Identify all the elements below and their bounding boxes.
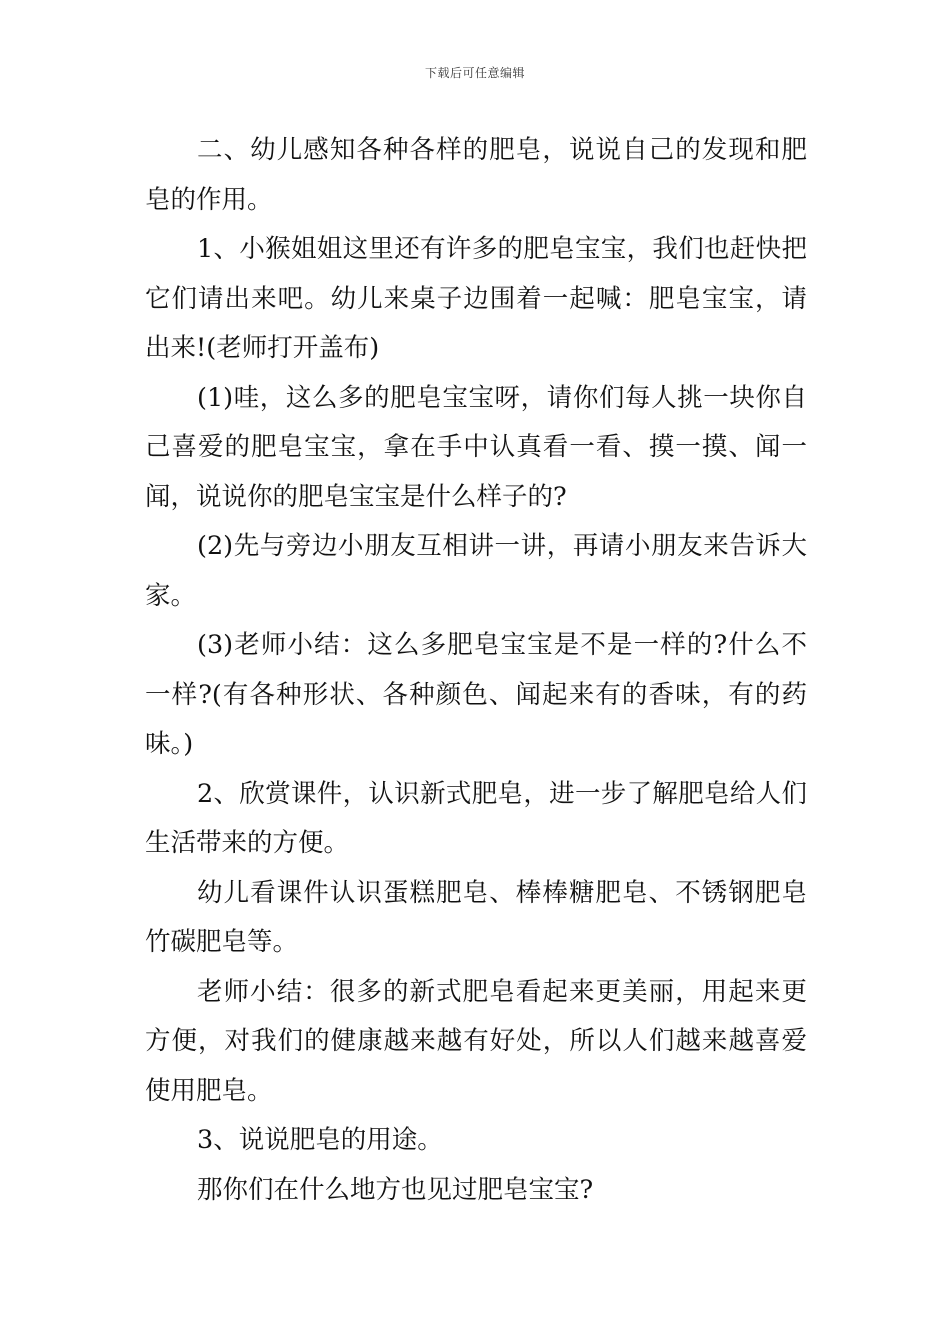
paragraph-item-two: 2、欣赏课件，认识新式肥皂，进一步了解肥皂给人们生活带来的方便。 <box>145 778 807 858</box>
paragraph-subitem-one: (1)哇，这么多的肥皂宝宝呀，请你们每人挑一块你自己喜爱的肥皂宝宝，拿在手中认真看一看、摸一摸、闻一闻，说说你的肥皂宝宝是什么样子的? <box>145 382 807 512</box>
page-header: 下载后可任意编辑 <box>424 66 525 80</box>
paragraph-item-one: 1、小猴姐姐这里还有许多的肥皂宝宝，我们也赶快把它们请出来吧。幼儿来桌子边围着一起喊：肥皂宝宝，请出来!(老师打开盖布) <box>145 234 807 363</box>
paragraph-question: 那你们在什么地方也见过肥皂宝宝? <box>197 1174 594 1205</box>
paragraph-subitem-two: (2)先与旁边小朋友互相讲一讲，再请小朋友来告诉大家。 <box>145 531 807 611</box>
paragraph-section-two: 二、幼儿感知各种各样的肥皂，说说自己的发现和肥皂的作用。 <box>145 135 807 215</box>
paragraph-subitem-three: (3)老师小结：这么多肥皂宝宝是不是一样的?什么不一样?(有各种形状、各种颜色、闻起来有的香味，有的药味。) <box>145 630 807 759</box>
paragraph-item-three: 3、说说肥皂的用途。 <box>197 1125 443 1155</box>
paragraph-courseware: 幼儿看课件认识蛋糕肥皂、棒棒糖肥皂、不锈钢肥皂竹碳肥皂等。 <box>145 877 807 957</box>
document-body <box>145 126 807 1215</box>
paragraph-teacher-summary: 老师小结：很多的新式肥皂看起来更美丽，用起来更方便，对我们的健康越来越有好处，所以人们越来越喜爱使用肥皂。 <box>145 976 807 1106</box>
